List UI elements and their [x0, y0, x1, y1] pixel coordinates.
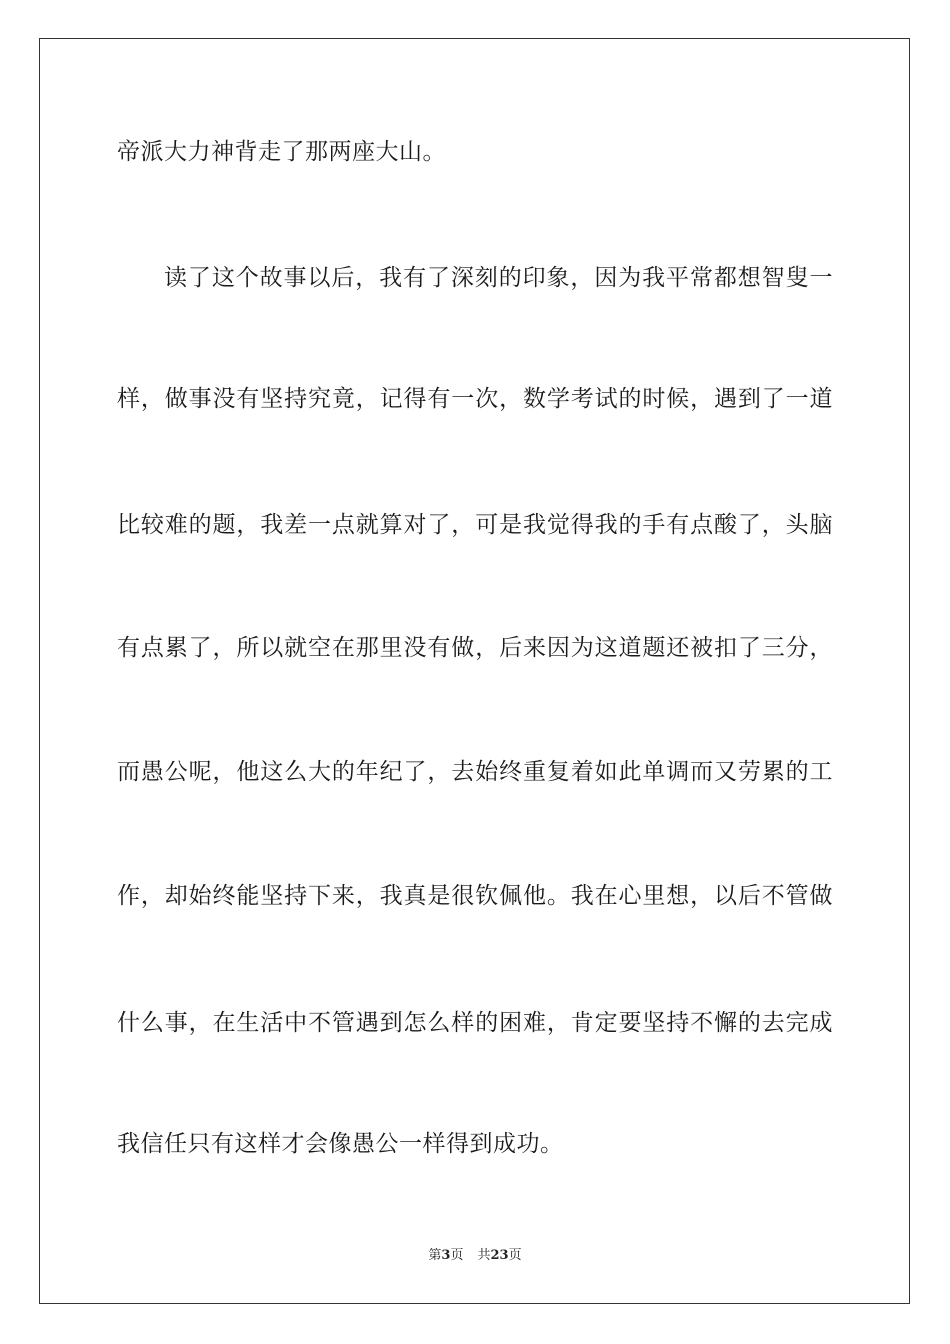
page-border	[39, 38, 910, 1304]
total-suffix: 页	[508, 1248, 522, 1263]
page-suffix: 页	[450, 1248, 464, 1263]
total-prefix: 共	[477, 1248, 491, 1263]
text-line-1: 帝派大力神背走了那两座大山。	[117, 139, 446, 165]
page-footer	[0, 1247, 950, 1265]
total-pages: 23	[490, 1248, 509, 1263]
page-prefix: 第	[428, 1248, 442, 1263]
text-line-3: 样，做事没有坚持究竟，记得有一次，数学考试的时候，遇到了一道	[117, 386, 833, 412]
text-line-2: 读了这个故事以后，我有了深刻的印象，因为我平常都想智叟一	[164, 265, 833, 291]
text-line-6: 而愚公呢，他这么大的年纪了，去始终重复着如此单调而又劳累的工	[117, 759, 833, 785]
text-line-7: 作，却始终能坚持下来，我真是很钦佩他。我在心里想，以后不管做	[117, 883, 833, 909]
text-line-5: 有点累了，所以就空在那里没有做，后来因为这道题还被扣了三分，	[117, 635, 833, 661]
text-line-9: 我信任只有这样才会像愚公一样得到成功。	[117, 1131, 564, 1157]
text-line-8: 什么事，在生活中不管遇到怎么样的困难，肯定要坚持不懈的去完成	[117, 1010, 833, 1036]
text-line-4: 比较难的题，我差一点就算对了，可是我觉得我的手有点酸了，头脑	[117, 512, 833, 538]
page-number: 3	[441, 1248, 451, 1263]
